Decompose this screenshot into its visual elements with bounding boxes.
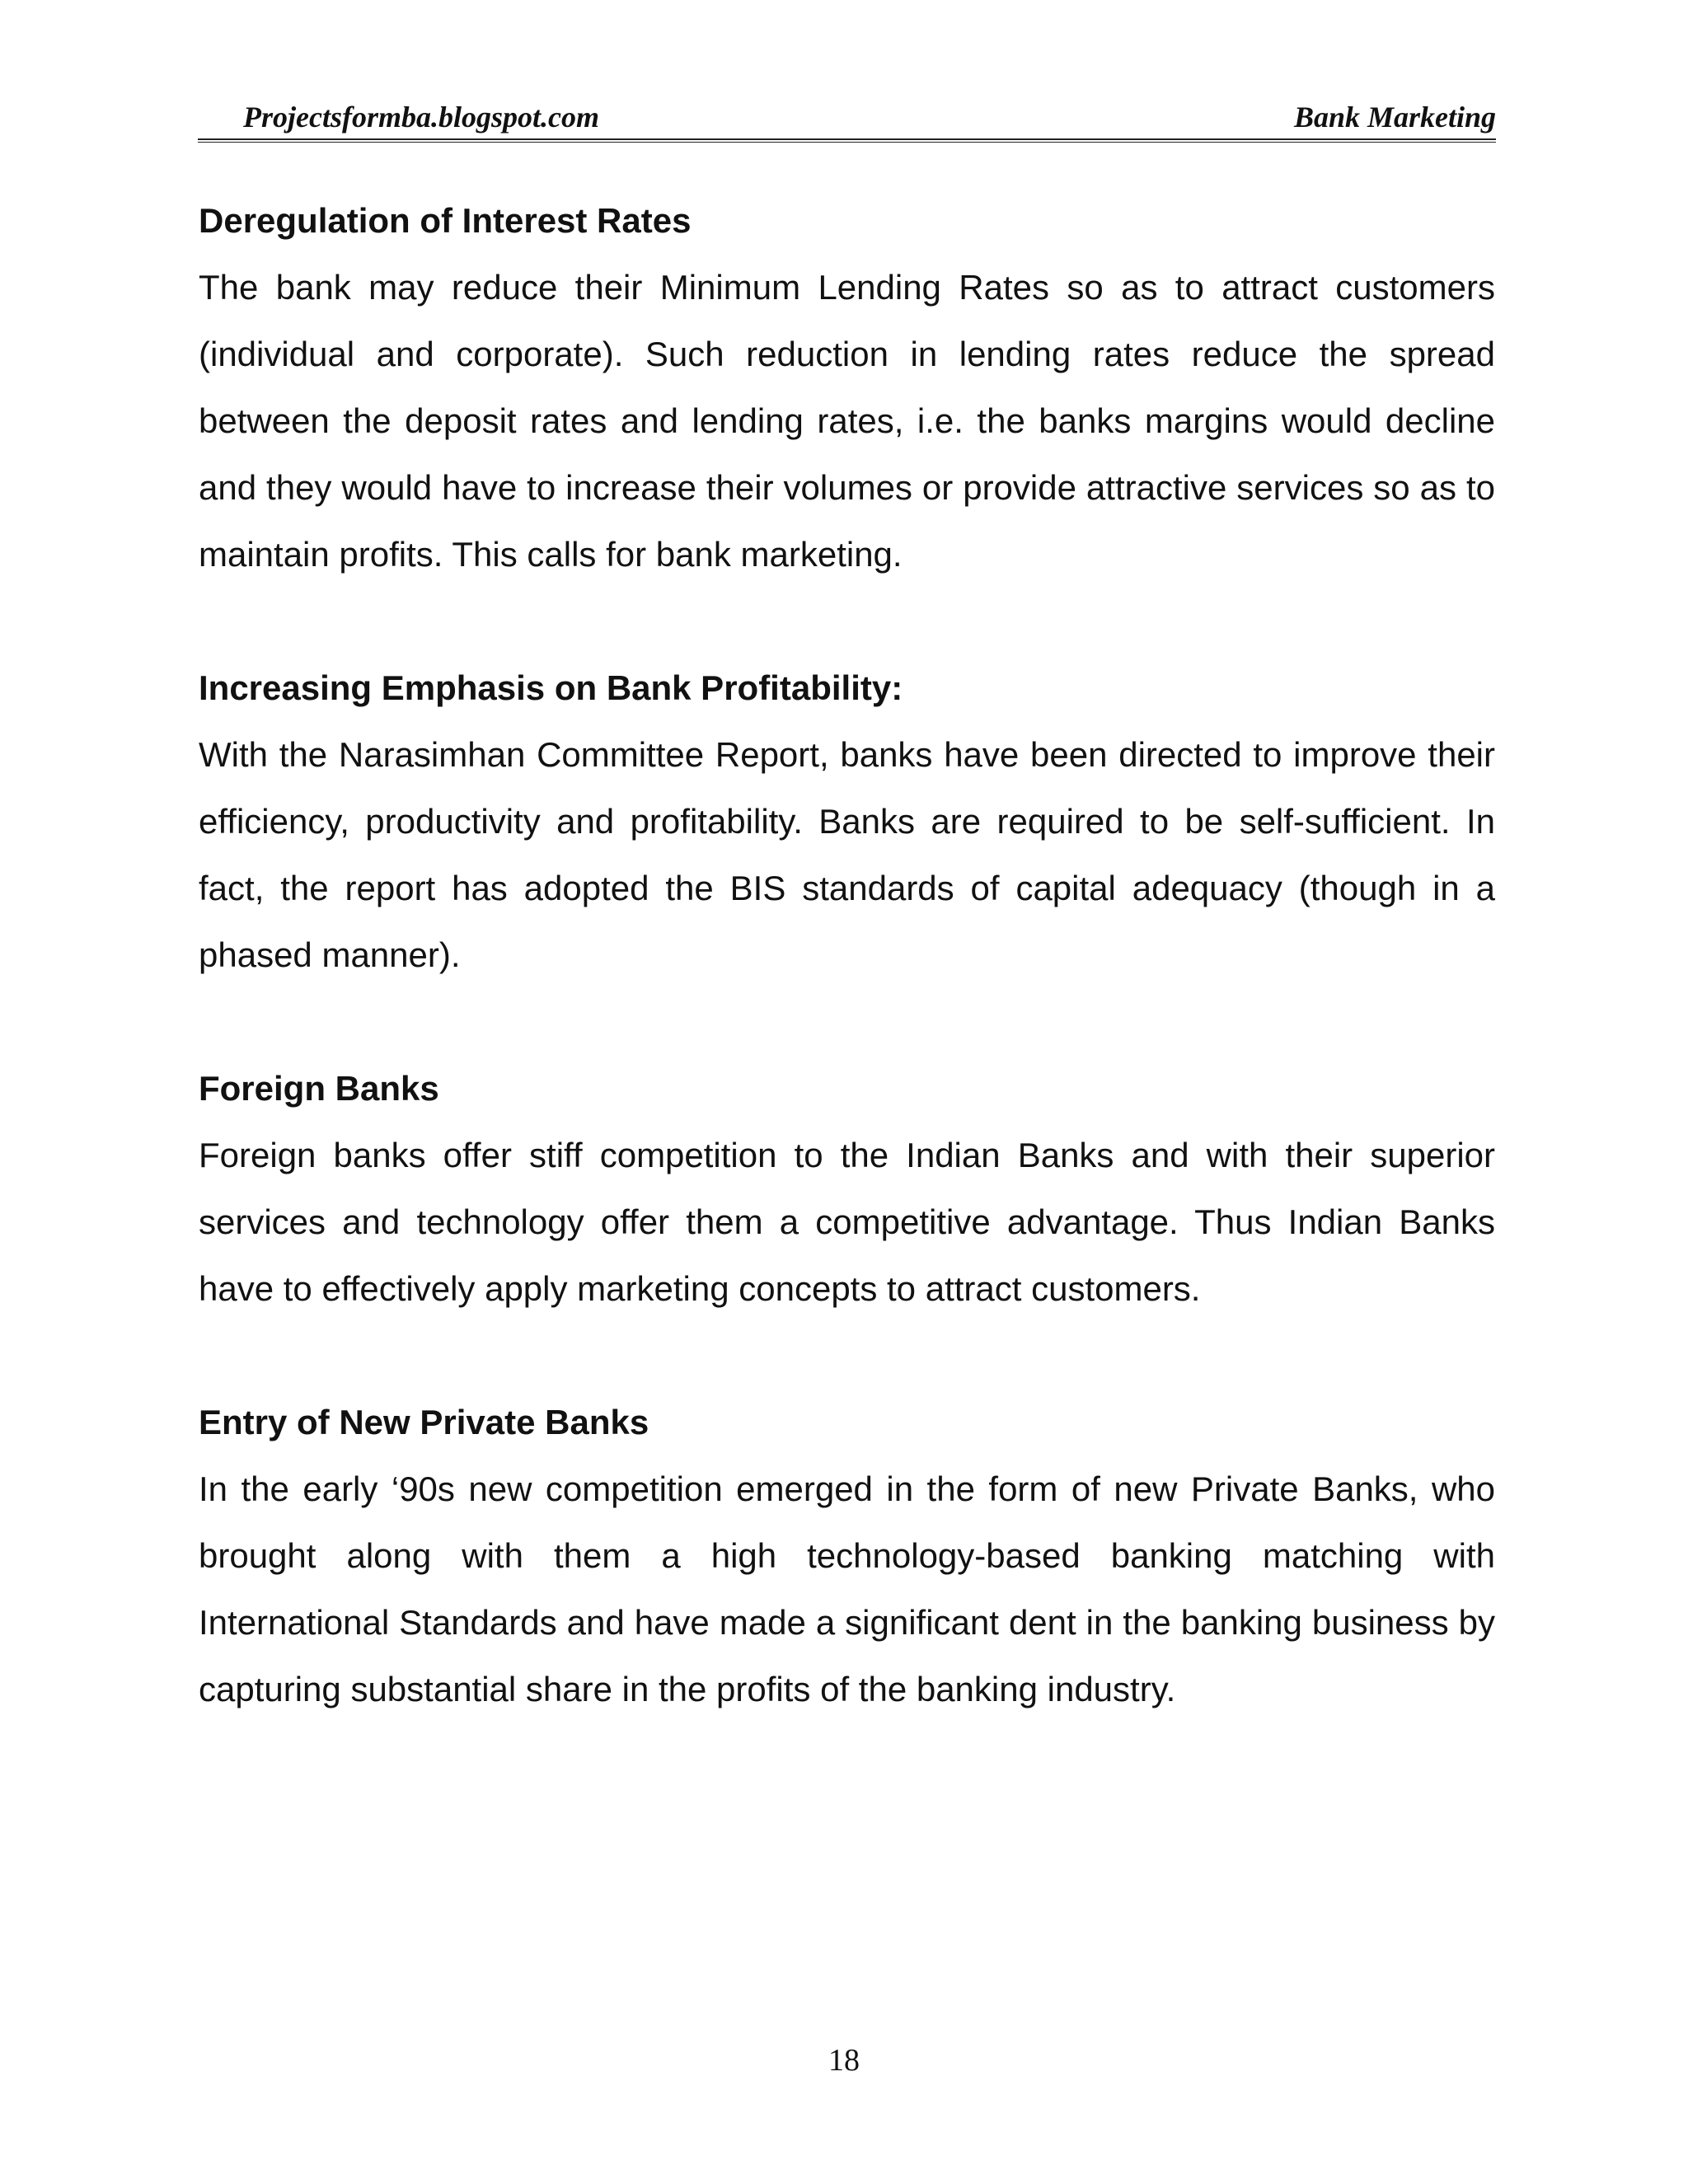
section-heading: Increasing Emphasis on Bank Profitability: [199,668,903,707]
section-heading: Deregulation of Interest Rates [199,201,692,240]
section-bank-profitability [199,654,1495,988]
section-heading: Foreign Banks [199,1069,439,1108]
section-heading: Entry of New Private Banks [199,1403,649,1441]
section-paragraph: In the early ‘90s new competition emerged in the form of new Private Banks, who brought along with them a high technology-based banking matching with International Standards and have made a significant dent in the banking business by capturing substantial share in the profits of the banking industry. [199,1469,1495,1708]
page-header [198,96,1496,138]
page-number: 18 [828,2043,860,2078]
header-divider [198,138,1496,143]
section-paragraph: The bank may reduce their Minimum Lending Rates so as to attract customers (individual and corporate). Such reduction in lending rates reduce the spread between the deposit rates and lending rates, i.e. the banks margins would decline and they would have to increase their volumes or provide attractive services so as to maintain profits. This calls for bank marketing. [199,268,1495,574]
page-content [199,187,1495,1789]
section-paragraph: With the Narasimhan Committee Report, banks have been directed to improve their efficiency, productivity and profitability. Banks are required to be self-sufficient. In fact, the report has adopted the BIS standards of capital adequacy (though in a phased manner). [199,735,1495,974]
header-document-title: Bank Marketing [1293,101,1496,134]
section-paragraph: Foreign banks offer stiff competition to the Indian Banks and with their superior services and technology offer them a competitive advantage. Thus Indian Banks have to effectively apply marketing concepts to attract customers. [199,1136,1495,1308]
section-deregulation [199,187,1495,588]
section-new-private-banks [199,1389,1495,1722]
section-foreign-banks [199,1055,1495,1322]
header-site-name: Projectsformba.blogspot.com [243,101,599,134]
